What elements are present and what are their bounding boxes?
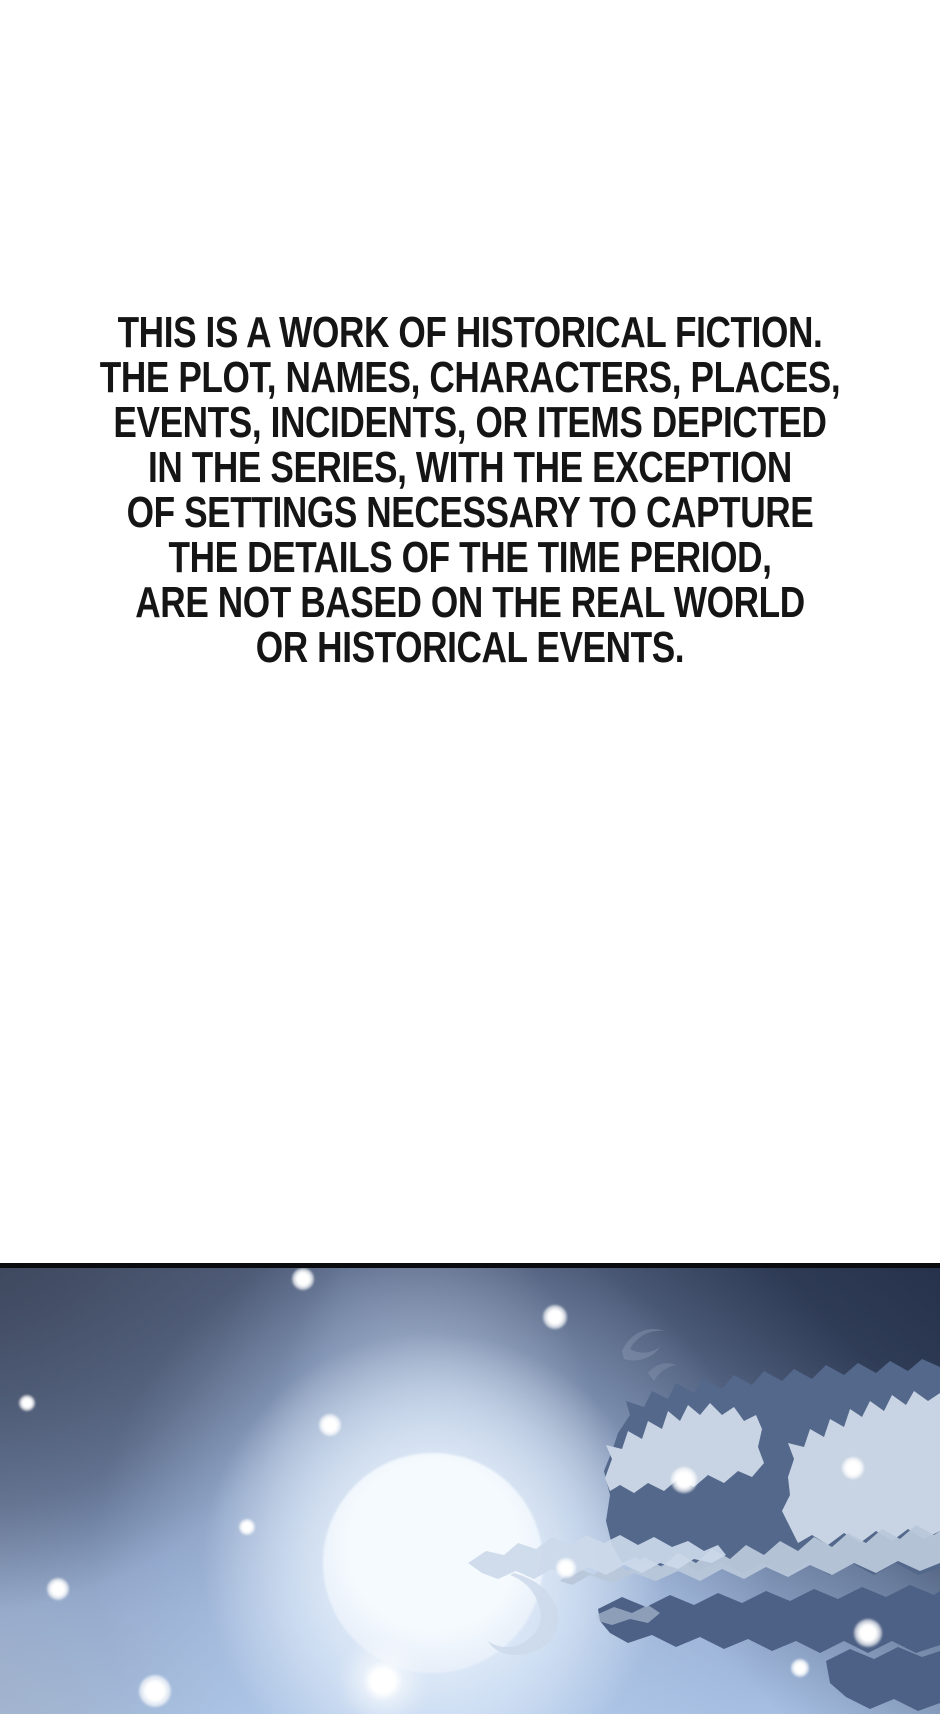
disclaimer-line: THIS IS A WORK OF HISTORICAL FICTION.: [117, 308, 823, 357]
snow-particle: [556, 1558, 576, 1578]
disclaimer-line: THE DETAILS OF THE TIME PERIOD,: [168, 533, 772, 582]
disclaimer-line: IN THE SERIES, WITH THE EXCEPTION: [148, 443, 792, 492]
snow-particle: [19, 1395, 35, 1411]
snow-particle: [363, 1661, 403, 1701]
snow-particle: [292, 1268, 314, 1290]
snow-particle: [791, 1659, 809, 1677]
panel-top-border: [0, 1263, 940, 1268]
snow-particle: [543, 1305, 567, 1329]
disclaimer-line: EVENTS, INCIDENTS, OR ITEMS DEPICTED: [113, 398, 827, 447]
night-sky-panel: [0, 1263, 940, 1714]
snow-particles: [0, 1263, 940, 1714]
snow-particle: [671, 1467, 697, 1493]
disclaimer-line: OR HISTORICAL EVENTS.: [255, 623, 685, 672]
disclaimer-line: ARE NOT BASED ON THE REAL WORLD: [135, 578, 805, 627]
disclaimer-text: [94, 310, 846, 670]
snow-particle: [47, 1578, 69, 1600]
snow-particle: [854, 1619, 882, 1647]
disclaimer-line: OF SETTINGS NECESSARY TO CAPTURE: [126, 488, 814, 537]
snow-particle: [239, 1519, 255, 1535]
snow-particle: [139, 1675, 171, 1707]
snow-particle: [842, 1457, 864, 1479]
snow-particle: [319, 1414, 341, 1436]
disclaimer-line: THE PLOT, NAMES, CHARACTERS, PLACES,: [99, 353, 841, 402]
